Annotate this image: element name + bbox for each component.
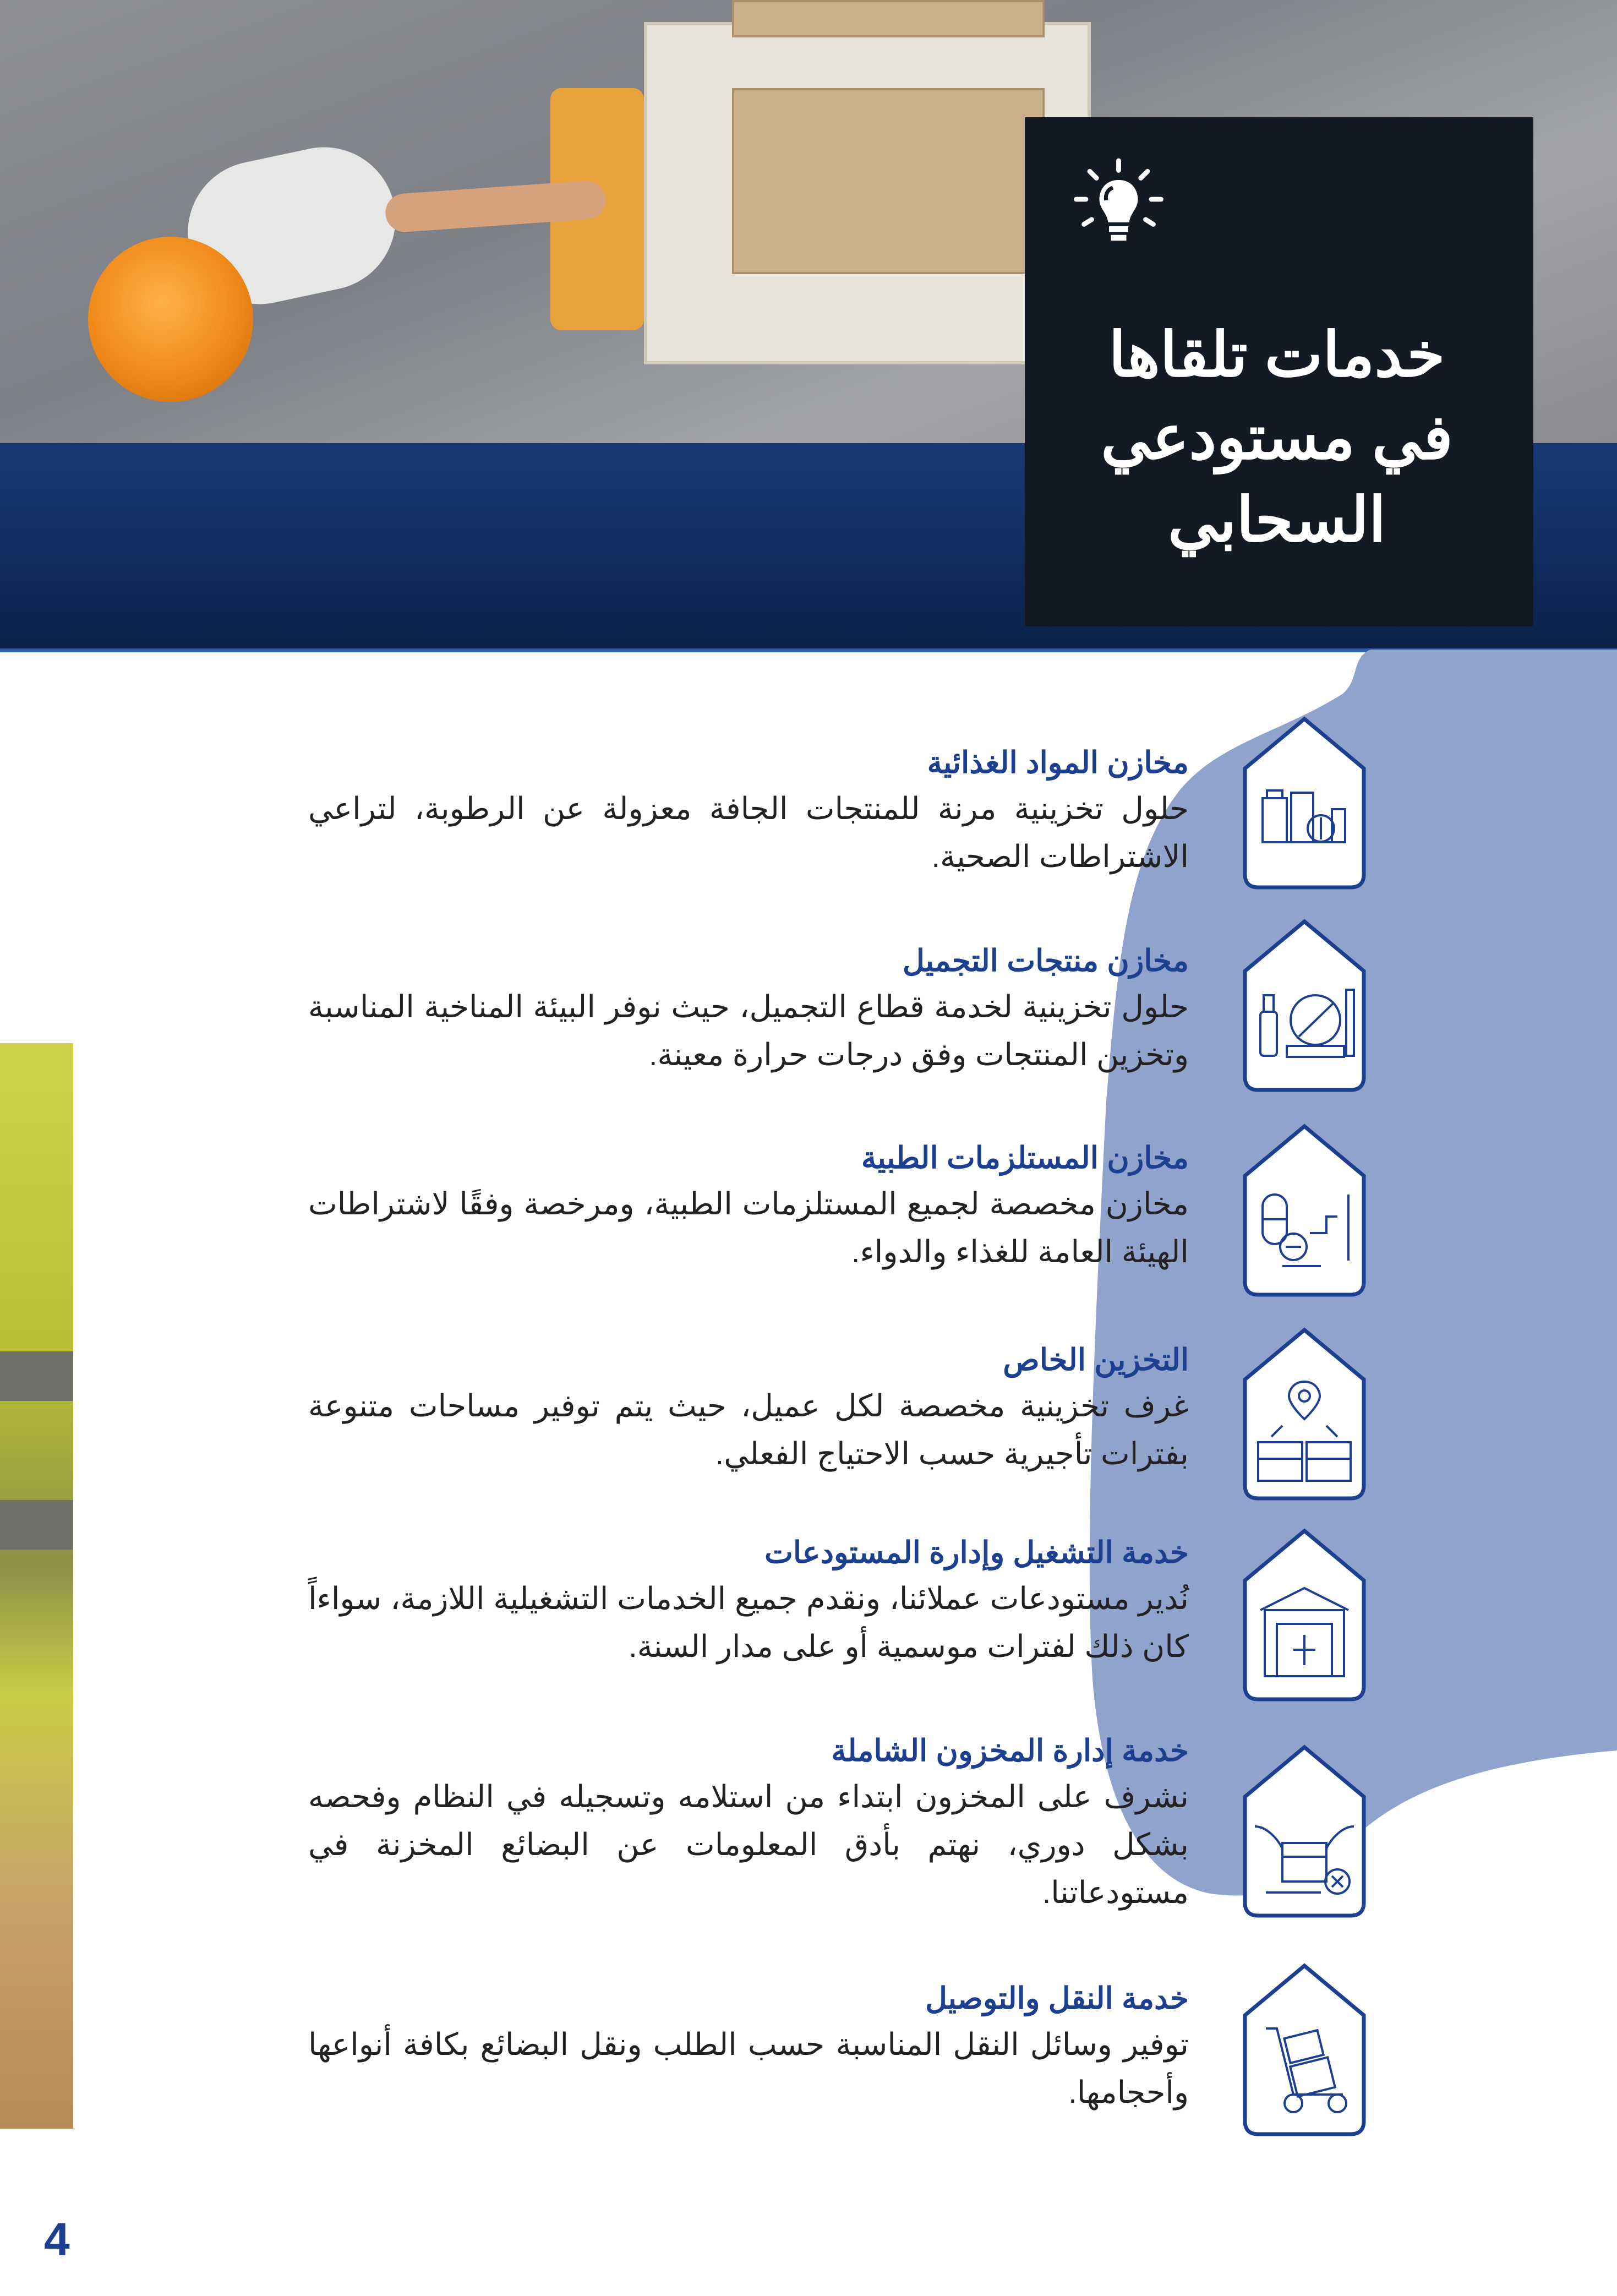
title-line-1: خدمات تلقاها: [1108, 320, 1445, 389]
service-description: نشرف على المخزون ابتداء من استلامه وتسجيله في النظام وفحصه بشكل دوري، نهتم بأدق المعلومات عن البضائع المخزنة في مستودعاتنا.: [308, 1779, 1189, 1910]
service-title: خدمة إدارة المخزون الشاملة: [831, 1733, 1189, 1768]
service-item: [308, 1728, 1189, 1916]
service-item: [308, 1136, 1189, 1275]
hand-truck-icon: [1238, 1962, 1370, 2139]
food-storage-icon: [1238, 716, 1370, 892]
service-item: [308, 1530, 1189, 1670]
service-item: [308, 1338, 1189, 1477]
service-item: [308, 939, 1189, 1078]
service-description: مخازن مخصصة لجميع المستلزمات الطبية، ومرخصة وفقًا لاشتراطات الهيئة العامة للغذاء والدواء.: [308, 1186, 1189, 1269]
warehouse-icon: [1238, 1528, 1370, 1704]
service-description: حلول تخزينية لخدمة قطاع التجميل، حيث نوفر البيئة المناخية المناسبة وتخزين المنتجات وفق درجات حرارة معينة.: [308, 989, 1189, 1072]
service-description: توفير وسائل النقل المناسبة حسب الطلب ونقل البضائع بكافة أنواعها وأحجامها.: [308, 2027, 1189, 2109]
medical-supplies-icon: [1238, 1123, 1370, 1299]
service-item: [308, 740, 1189, 880]
side-photo-strip: [0, 1043, 73, 2129]
service-title: مخازن منتجات التجميل: [902, 944, 1189, 978]
service-title: مخازن المواد الغذائية: [927, 745, 1189, 779]
service-title: خدمة التشغيل وإدارة المستودعات: [764, 1535, 1189, 1569]
service-item: [308, 1976, 1189, 2116]
service-title: مخازن المستلزمات الطبية: [861, 1141, 1189, 1175]
location-boxes-icon: [1238, 1327, 1370, 1503]
title-line-3: السحابي: [1167, 486, 1386, 554]
service-title: التخزين الخاص: [1003, 1343, 1189, 1377]
service-description: نُدير مستودعات عملائنا، ونقدم جميع الخدمات التشغيلية اللازمة، سواءاً كان ذلك لفترات موسمية أو على مدار السنة.: [308, 1581, 1189, 1664]
service-description: حلول تخزينية مرنة للمنتجات الجافة معزولة عن الرطوبة، لتراعي الاشتراطات الصحية.: [308, 791, 1189, 874]
service-title: خدمة النقل والتوصيل: [925, 1981, 1189, 2015]
page-number: 4: [44, 2213, 70, 2265]
title-line-2: في مستودعي: [1101, 403, 1453, 472]
inventory-hands-icon: [1238, 1744, 1370, 1920]
cosmetics-icon: [1238, 918, 1370, 1094]
service-description: غرف تخزينية مخصصة لكل عميل، حيث يتم توفير مساحات متنوعة بفترات تأجيرية حسب الاحتياج الفعلي.: [308, 1388, 1189, 1471]
